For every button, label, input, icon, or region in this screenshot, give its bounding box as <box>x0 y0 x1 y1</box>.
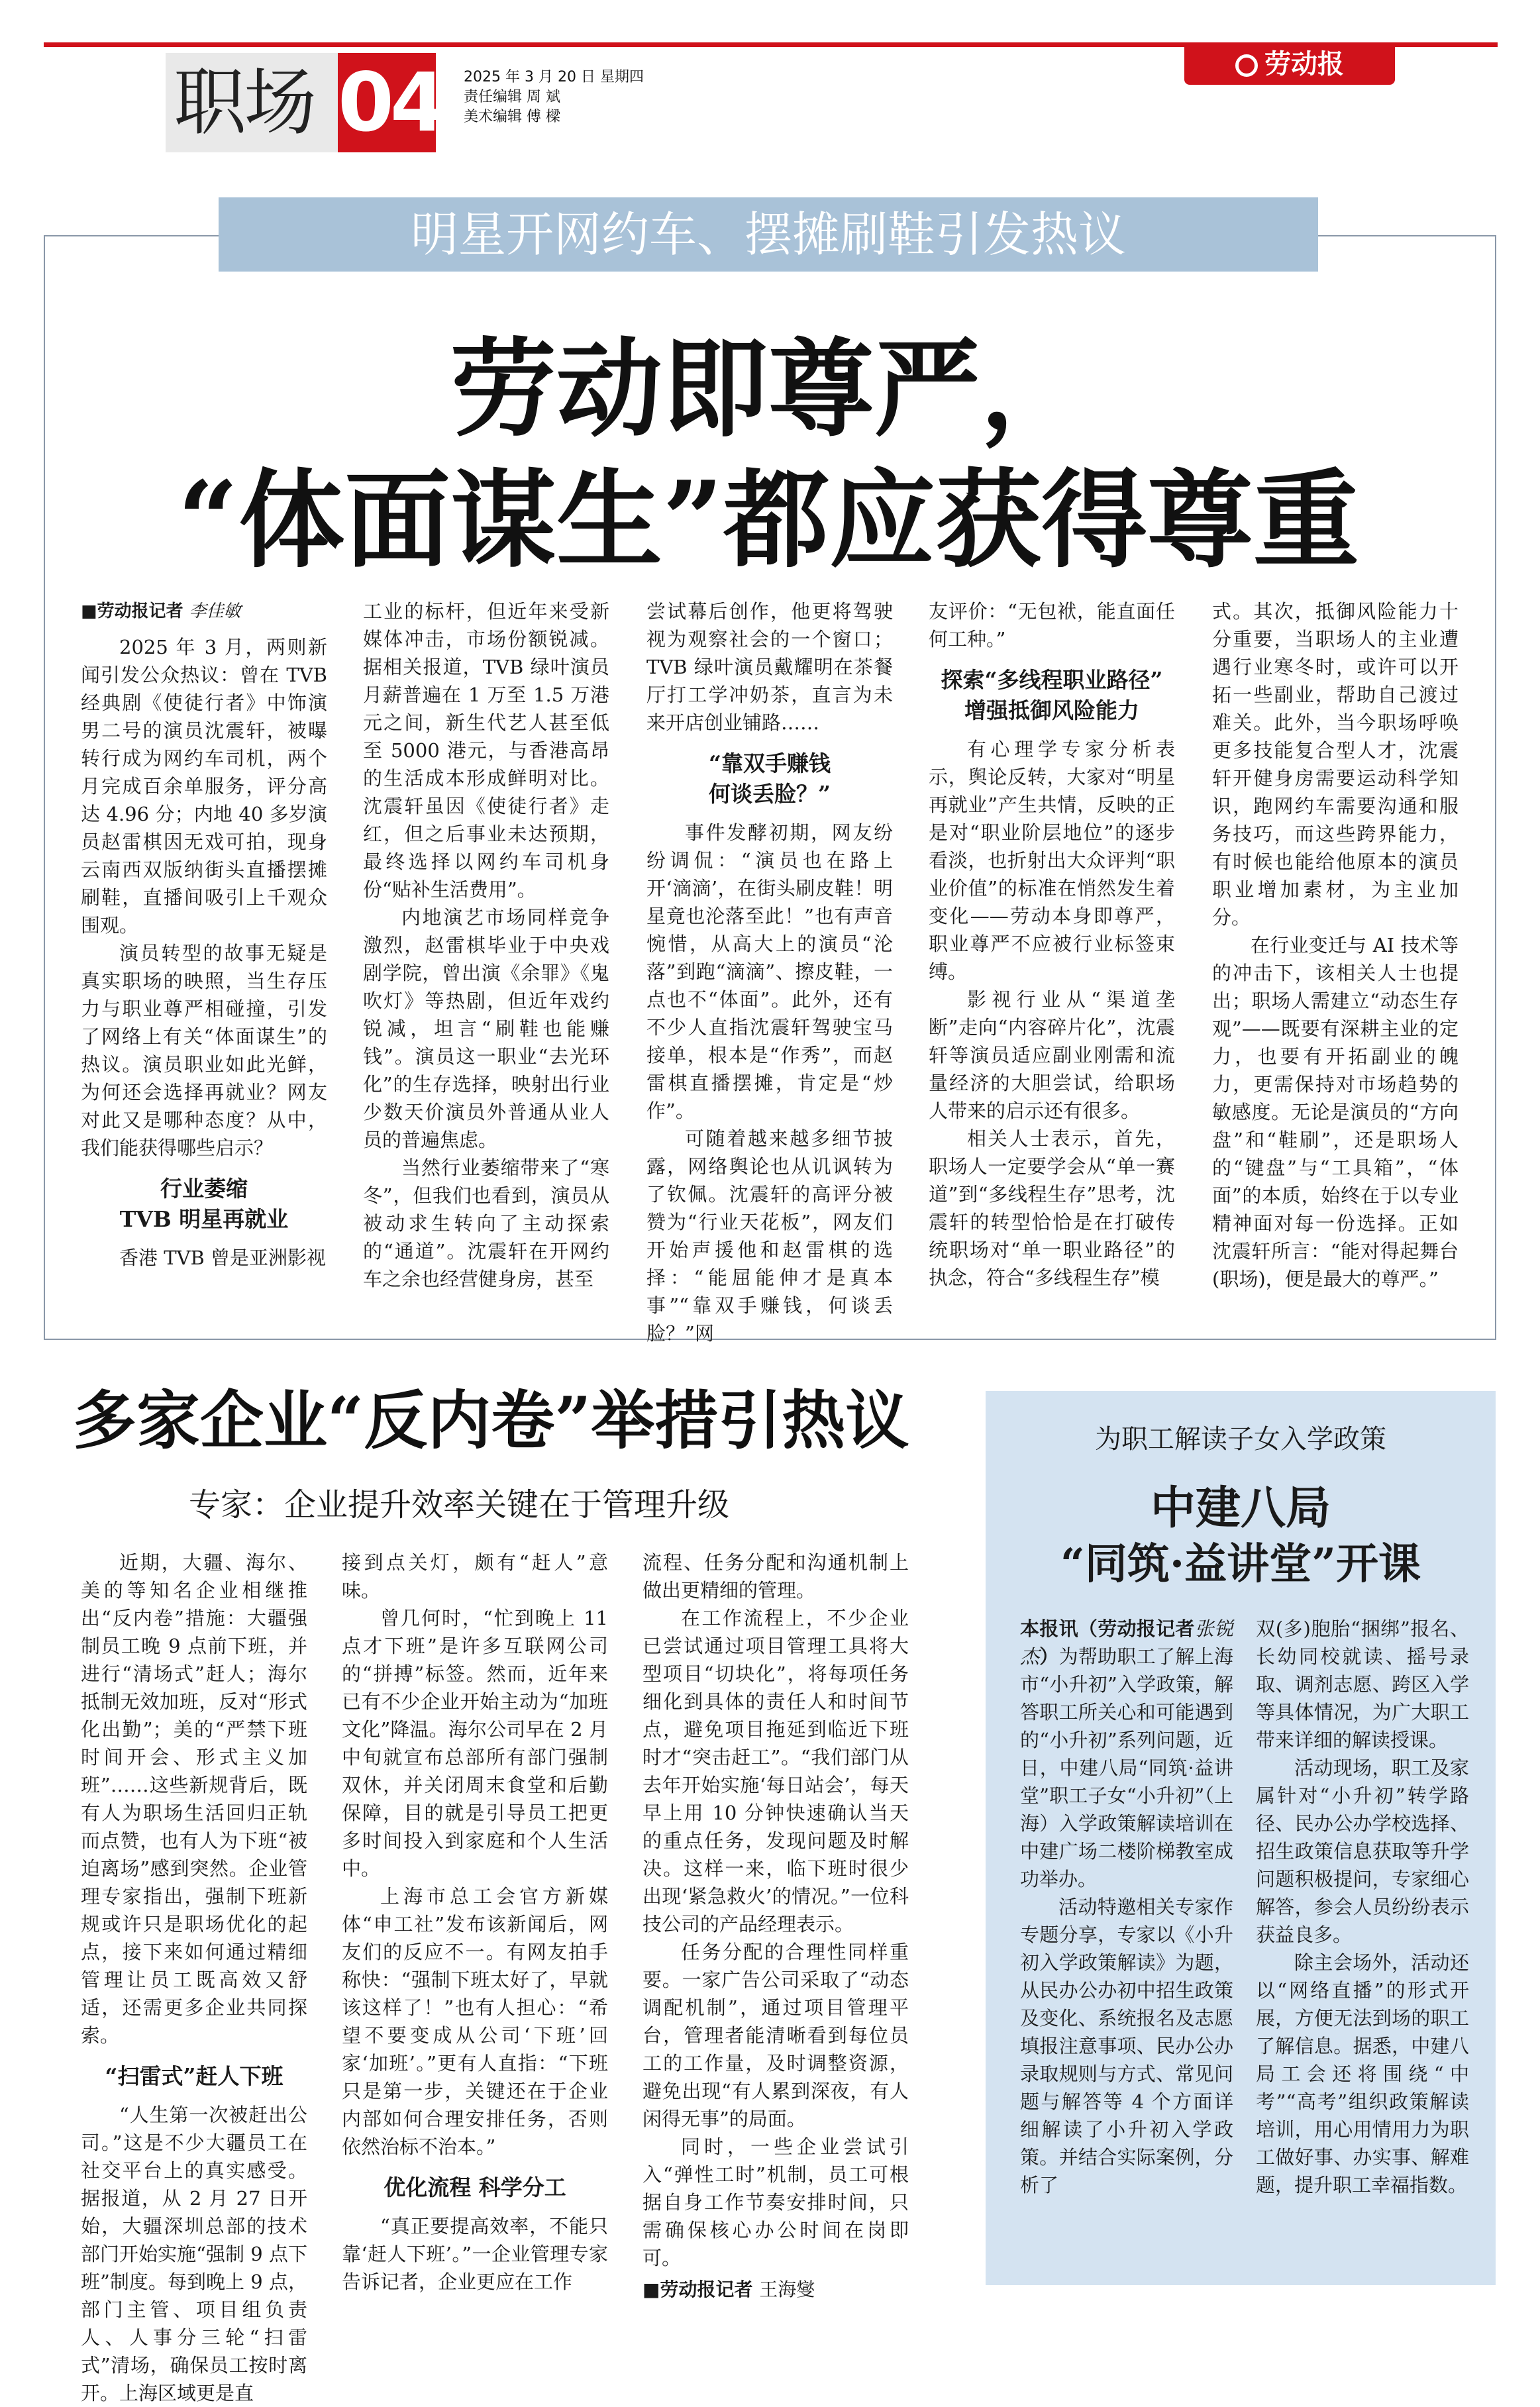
story2-paragraph: 在工作流程上，不少企业已尝试通过项目管理工具将大型项目“切块化”，将每项任务细化到具体的责任人和时间节点，避免项目拖延到临近下班时才“突击赶工”。“我们部门从去年开始实施‘每日站会’，每天早上用 10 分钟快速确认当天的重点任务，发现问题及时解决。这样一来，临下班时很少出现‘紧急救火’的情况。”一位科技公司的产品经理表示。 <box>642 1607 909 1935</box>
story3-paragraph: 双(多)胞胎“捆绑”报名、长幼同校就读、摇号录取、调剂志愿、跨区入学等具体情况，为广大职工带来详细的解读授课。 <box>1256 1617 1469 1751</box>
paper-logo: 劳动报 <box>1184 44 1395 85</box>
story2-paragraph: 上海市总工会官方新媒体“申工社”发布该新闻后，网友们的反应不一。有网友拍手称快：“强制下班太好了，早就该这样了！”也有人担心：“希望不要变成从公司‘下班’回家‘加班’。”更有人直指：“下班只是第一步，关键还在于企业内部如何合理安排任务，否则依然治标不治本。” <box>342 1885 608 2158</box>
editor-line: 责任编辑 周 斌 <box>464 89 560 105</box>
story2-paragraph: 流程、任务分配和沟通机制上做出更精细的管理。 <box>642 1551 909 1602</box>
story2-paragraph: 同时，一些企业尝试引入“弹性工时”机制，员工可根据自身工作节奏安排时间，只需确保核心办公时间在岗即可。 <box>642 2135 909 2269</box>
feature-kicker: 明星开网约车、摆摊刷鞋引发热议 <box>410 207 1126 262</box>
feature-column-2 <box>363 597 609 1293</box>
feature-paragraph: 演员转型的故事无疑是真实职场的映照，当生存压力与职业尊严相碰撞，引发了网络上有关“体面谋生”的热议。演员职业如此光鲜，为何还会选择再就业？网友对此又是哪种态度？从中，我们能获得哪些启示？ <box>81 942 327 1159</box>
story2-column-3 <box>642 1549 909 2304</box>
feature-headline-line2: “体面谋生”都应获得尊重 <box>177 458 1360 582</box>
story2-subhead-inline: “扫雷式”赶人下班 <box>105 2063 283 2089</box>
story2-paragraph: “人生第一次被赶出公司。”这是不少大疆员工在社交平台上的真实感受。据报道，从 2 月 27 日开始，大疆深圳总部的技术部门开始实施“强制 9 点下班”制度。每到晚上 9 点，部门主管、项目组负责人、人事分三轮“扫雷式”清场，确保员工按时离开。上海区域更是直 <box>81 2104 307 2404</box>
story2-subhead: 专家：企业提升效率关键在于管理升级 <box>189 1486 730 1523</box>
story2-headline: 多家企业“反内卷”举措引热议 <box>73 1383 909 1458</box>
feature-paragraph: 2025 年 3 月，两则新闻引发公众热议：曾在 TVB 经典剧《使徒行者》中饰演男二号的演员沈震轩，被曝转行成为网约车司机，两个月完成百余单服务，评分高达 4.96 分；内地 40 多岁演员赵雷棋因无戏可拍，现身云南西双版纳街头直播摆摊刷鞋，直播间吸引上千观众围观。 <box>81 636 327 937</box>
story2-paragraph: “真正要提高效率，不能只靠‘赶人下班’。”一企业管理专家告诉记者，企业更应在工作 <box>342 2215 608 2293</box>
story3-paragraph: 活动特邀相关专家作专题分享，专家以《小升初入学政策解读》为题，从民办公办初中招生政策及变化、系统报名及志愿填报注意事项、民办公办录取规则与方式、常见问题与解答等 4 个方面详细解读了小升初入学政策。并结合实际案例，分析了 <box>1020 1896 1233 2196</box>
story2-paragraph: 任务分配的合理性同样重要。一家广告公司采取了“动态调配机制”，通过项目管理平台，管理者能清晰看到每位员工的工作量，及时调整资源，避免出现“有人累到深夜，有人闲得无事”的局面。 <box>642 1941 909 2130</box>
feature-paragraph: 友评价：“无包袱，能直面任何工种。” <box>929 600 1175 650</box>
story2-subhead-inline: 优化流程 科学分工 <box>384 2175 566 2200</box>
feature-paragraph: 有心理学专家分析表示，舆论反转，大家对“明星再就业”产生共情，反映的正是对“职业阶层地位”的逐步看淡，也折射出大众评判“职业价值”的标准在悄然发生着变化——劳动本身即尊严，职业尊严不应被行业标签束缚。 <box>929 738 1175 983</box>
story2-paragraph: 曾几何时，“忙到晚上 11 点才下班”是许多互联网公司的“拼搏”标签。然而，近年来已有不少企业开始主动为“加班文化”降温。海尔公司早在 2 月中旬就宣布总部所有部门强制双休，并关闭周末食堂和后勤保障，目的就是引导员工把更多时间投入到家庭和个人生活中。 <box>342 1607 608 1880</box>
feature-paragraph: 香港 TVB 曾是亚洲影视 <box>119 1247 327 1269</box>
feature-column-3 <box>646 597 893 1347</box>
story3-headline-line2: “同筑·益讲堂”开课 <box>1060 1539 1421 1589</box>
feature-paragraph: 影视行业从“渠道垄断”走向“内容碎片化”，沈震轩等演员适应副业刚需和流量经济的大胆尝试，给职场人带来的启示还有很多。 <box>929 988 1175 1122</box>
page-number: 04 <box>338 56 442 150</box>
feature-paragraph: 可随着越来越多细节披露，网络舆论也从讥讽转为了钦佩。沈震轩的高评分被赞为“行业天花板”，网友们开始声援他和赵雷棋的选择：“能屈能伸才是真本事”“靠双手赚钱，何谈丢脸？”网 <box>646 1127 893 1345</box>
section-name: 职场 <box>174 60 314 145</box>
story3-paragraph: 活动现场，职工及家属针对“小升初”转学路径、民办公办学校选择、招生政策信息获取等升学问题积极提问，专家细心解答，参会人员纷纷表示获益良多。 <box>1256 1757 1469 1946</box>
story3-headline-line1: 中建八局 <box>1150 1482 1331 1535</box>
feature-column-1 <box>81 597 327 1272</box>
feature-column-5 <box>1212 597 1459 1293</box>
feature-paragraph: 式。其次，抵御风险能力十分重要，当职场人的主业遭遇行业寒冬时，或许可以开拓一些副业，帮助自己渡过难关。此外，当今职场呼唤更多技能复合型人才，沈震轩开健身房需要运动科学知识，跑网约车需要沟通和服务技巧，而这些跨界能力，有时候也能给他原本的演员职业增加素材，为主业加分。 <box>1212 600 1459 929</box>
feature-headline-line1: 劳动即尊严， <box>450 327 1086 451</box>
feature-paragraph: 内地演艺市场同样竞争激烈，赵雷棋毕业于中央戏剧学院，曾出演《余罪》《鬼吹灯》等热剧，但近年戏约锐减，坦言“刷鞋也能赚钱”。演员这一职业“去光环化”的生存选择，映射出行业少数天价演员外普通从业人员的普遍焦虑。 <box>363 906 609 1151</box>
feature-paragraph: 当然行业萎缩带来了“寒冬”，但我们也看到，演员从被动求生转向了主动探索的“通道”。沈震轩在开网约车之余也经营健身房，甚至 <box>363 1156 609 1290</box>
story3-column-2 <box>1256 1615 1469 2199</box>
feature-byline: ■劳动报记者 李佳敏 <box>81 601 241 621</box>
feature-paragraph: 在行业变迁与 AI 技术等的冲击下，该相关人士也提出；职场人需建立“动态生存观”——既要有深耕主业的定力，也要有开拓副业的魄力，更需保持对市场趋势的敏感度。无论是演员的“方向盘”和“鞋刷”，还是职场人的“键盘”与“工具箱”，“体面”的本质，始终在于以专业精神面对每一份选择。正如沈震轩所言：“能对得起舞台(职场)，便是最大的尊严。” <box>1212 934 1459 1290</box>
feature-subhead: 探索“多线程职业路径” 增强抵御风险能力 <box>941 667 1163 723</box>
art-editor-line: 美术编辑 傅 樑 <box>464 109 560 125</box>
feature-column-4 <box>929 597 1175 1292</box>
story2-column-2 <box>342 1549 608 2296</box>
story2-column-1 <box>81 1549 307 2407</box>
feature-paragraph: 尝试幕后创作，他更将驾驶视为观察社会的一个窗口；TVB 绿叶演员戴耀明在茶餐厅打工学冲奶茶，直言为未来开店创业铺路…… <box>646 600 893 734</box>
story3-kicker: 为职工解读子女入学政策 <box>1095 1424 1386 1455</box>
story2-paragraph: 近期，大疆、海尔、美的等知名企业相继推出“反内卷”措施：大疆强制员工晚 9 点前下班，并进行“清场式”赶人；海尔抵制无效加班，反对“形式化出勤”；美的“严禁下班时间开会、形式主义加班”……这些新规背后，既有人为职场生活回归正轨而点赞，也有人为下班“被迫离场”感到突然。企业管理专家指出，强制下班新规或许只是职场优化的起点，接下来如何通过精细管理让员工既高效又舒适，还需更多企业共同探索。 <box>81 1551 307 2047</box>
story3-column-1 <box>1020 1615 1233 2199</box>
issue-date: 2025 年 3 月 20 日 星期四 <box>464 69 644 85</box>
logo-mark-icon <box>1235 54 1258 77</box>
story2-paragraph: 接到点关灯，颇有“赶人”意味。 <box>342 1551 608 1602</box>
feature-subhead: “靠双手赚钱 何谈丢脸？” <box>709 750 831 807</box>
feature-subhead: 行业萎缩 TVB 明星再就业 <box>119 1176 289 1232</box>
story2-byline: ■劳动报记者 王海燮 <box>642 2279 815 2300</box>
feature-paragraph: 事件发酵初期，网友纷纷调侃：“演员也在路上开‘滴滴’，在街头刷皮鞋！明星竟也沦落至此！”也有声音惋惜，从高大上的演员“沦落”到跑“滴滴”、擦皮鞋，一点也不“体面”。此外，还有不少人直指沈震轩驾驶宝马接单，根本是“作秀”，而赵雷棋直播摆摊，肯定是“炒作”。 <box>646 821 893 1122</box>
feature-paragraph: 相关人士表示，首先，职场人一定要学会从“单一赛道”到“多线程生存”思考，沈震轩的转型恰恰是在打破传统职场对“单一职业路径”的执念，符合“多线程生存”模 <box>929 1127 1175 1289</box>
story3-lead: 本报讯（劳动报记者张锐杰）为帮助职工了解上海市“小升初”入学政策，解答职工所关心和可能遇到的“小升初”系列问题，近日，中建八局“同筑·益讲堂”职工子女“小升初”（上海）入学政策解读培训在中建广场二楼阶梯教室成功举办。 <box>1020 1617 1233 1890</box>
feature-paragraph: 工业的标杆，但近年来受新媒体冲击，市场份额锐减。据相关报道，TVB 绿叶演员月薪普遍在 1 万至 1.5 万港元之间，新生代艺人甚至低至 5000 港元，与香港高昂的生活成本形成鲜明对比。沈震轩虽因《使徒行者》走红，但之后事业未达预期，最终选择以网约车司机身份“贴补生活费用”。 <box>363 600 609 901</box>
story3-paragraph: 除主会场外，活动还以“网络直播”的形式开展，方便无法到场的职工了解信息。据悉，中建八局工会还将围绕“中考”“高考”组织政策解读培训，用心用情用力为职工做好事、办实事、解难题，提升职工幸福指数。 <box>1256 1951 1469 2196</box>
